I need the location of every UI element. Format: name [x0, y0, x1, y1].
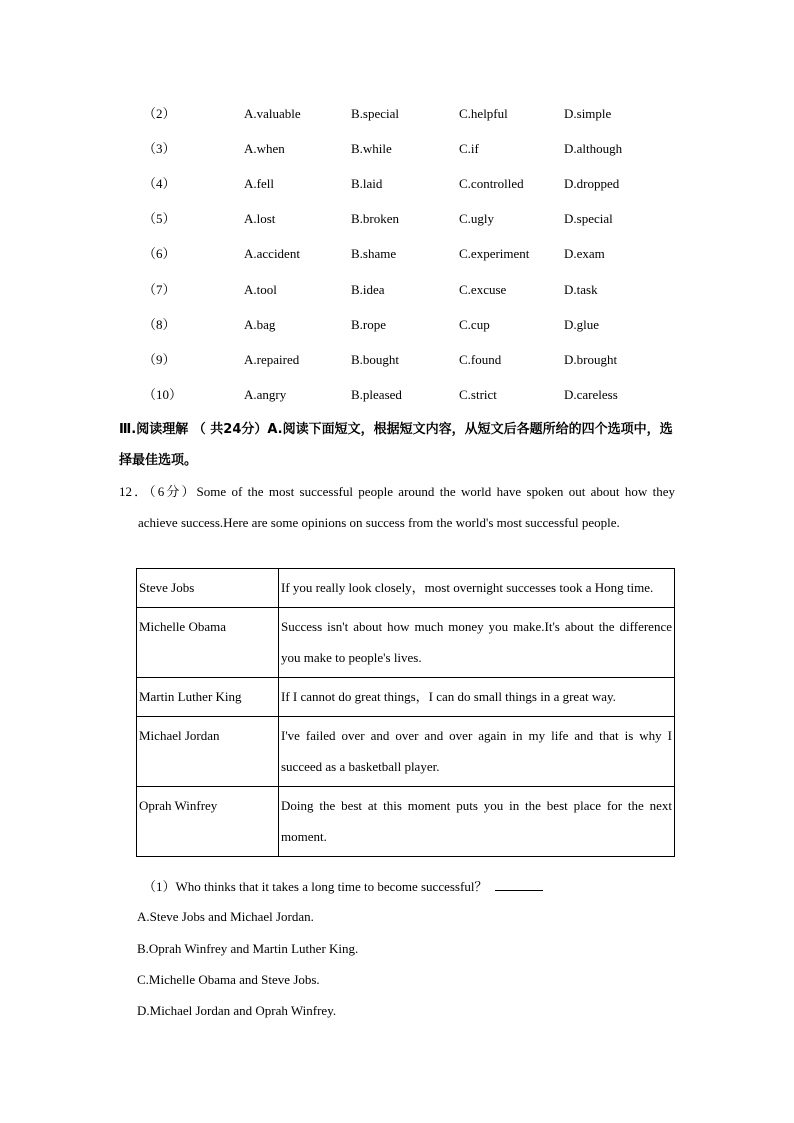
- person-quote: If I cannot do great things，I can do small things in a great way.: [279, 678, 675, 717]
- answer-choice-b[interactable]: B.Oprah Winfrey and Martin Luther King.: [137, 941, 359, 956]
- option-d: D.brought: [564, 352, 618, 367]
- answer-choice-d[interactable]: D.Michael Jordan and Oprah Winfrey.: [137, 1003, 337, 1018]
- option-d: D.although: [564, 141, 623, 156]
- person-name: Oprah Winfrey: [137, 787, 279, 857]
- option-d: D.glue: [564, 317, 600, 332]
- option-b: B.idea: [351, 282, 385, 297]
- option-b: B.special: [351, 106, 400, 121]
- option-a: A.repaired: [244, 352, 300, 367]
- option-number: （4）: [143, 176, 176, 191]
- answer-blank[interactable]: [495, 876, 543, 891]
- question-intro-text: 12．（6分）Some of the most successful people around the world have spoken out about how they achieve success.Here are some opinions on success from the world's most successful people.: [119, 484, 675, 530]
- option-b: B.laid: [351, 176, 383, 191]
- option-c: C.excuse: [459, 282, 507, 297]
- option-c: C.strict: [459, 387, 497, 402]
- sub-question: [143, 876, 543, 897]
- option-b: B.broken: [351, 211, 400, 226]
- option-c: C.cup: [459, 317, 490, 332]
- option-d: D.dropped: [564, 176, 620, 191]
- person-name: Steve Jobs: [137, 569, 279, 608]
- option-d: D.simple: [564, 106, 612, 121]
- table-row: [137, 678, 675, 717]
- option-number: （8）: [143, 317, 176, 332]
- person-quote: If you really look closely，most overnight successes took a Hong time.: [279, 569, 675, 608]
- option-a: A.tool: [244, 282, 277, 297]
- table-row: [137, 569, 675, 608]
- option-a: A.lost: [244, 211, 276, 226]
- option-number: （10）: [143, 387, 183, 402]
- option-b: B.bought: [351, 352, 400, 367]
- option-a: A.bag: [244, 317, 276, 332]
- person-name: Martin Luther King: [137, 678, 279, 717]
- option-c: C.experiment: [459, 246, 530, 261]
- answer-choice-a[interactable]: A.Steve Jobs and Michael Jordan.: [137, 909, 314, 924]
- table-row: [137, 787, 675, 857]
- sub-question-text: （1）Who thinks that it takes a long time to become successful？: [143, 879, 488, 894]
- person-name: Michelle Obama: [137, 608, 279, 678]
- person-quote: Doing the best at this moment puts you in the best place for the next moment.: [279, 787, 675, 857]
- option-d: D.exam: [564, 246, 605, 261]
- option-c: C.controlled: [459, 176, 524, 191]
- person-quote: Success isn't about how much money you make.It's about the difference you make to people's lives.: [279, 608, 675, 678]
- option-b: B.pleased: [351, 387, 402, 402]
- person-quote: I've failed over and over and over again in my life and that is why I succeed as a basketball player.: [279, 717, 675, 787]
- option-b: B.shame: [351, 246, 397, 261]
- option-b: B.while: [351, 141, 392, 156]
- option-d: D.careless: [564, 387, 618, 402]
- option-a: A.accident: [244, 246, 300, 261]
- section-heading: Ⅲ.阅读理解 （ 共24分）A.阅读下面短文，根据短文内容，从短文后各题所给的四个选项中，选择最佳选项。: [119, 422, 673, 468]
- answer-choice-c[interactable]: C.Michelle Obama and Steve Jobs.: [137, 972, 320, 987]
- option-a: A.angry: [244, 387, 287, 402]
- option-a: A.fell: [244, 176, 274, 191]
- table-row: [137, 608, 675, 678]
- option-a: A.when: [244, 141, 285, 156]
- option-d: D.special: [564, 211, 613, 226]
- option-c: C.helpful: [459, 106, 508, 121]
- option-c: C.ugly: [459, 211, 495, 226]
- option-number: （2）: [143, 106, 176, 121]
- quotes-table: [136, 568, 675, 857]
- option-number: （7）: [143, 282, 176, 297]
- option-number: （6）: [143, 246, 176, 261]
- option-d: D.task: [564, 282, 598, 297]
- option-number: （5）: [143, 211, 176, 226]
- option-c: C.found: [459, 352, 502, 367]
- option-number: （3）: [143, 141, 176, 156]
- option-c: C.if: [459, 141, 479, 156]
- person-name: Michael Jordan: [137, 717, 279, 787]
- option-b: B.rope: [351, 317, 387, 332]
- option-a: A.valuable: [244, 106, 301, 121]
- option-number: （9）: [143, 352, 176, 367]
- question-intro: [119, 476, 675, 538]
- table-row: [137, 717, 675, 787]
